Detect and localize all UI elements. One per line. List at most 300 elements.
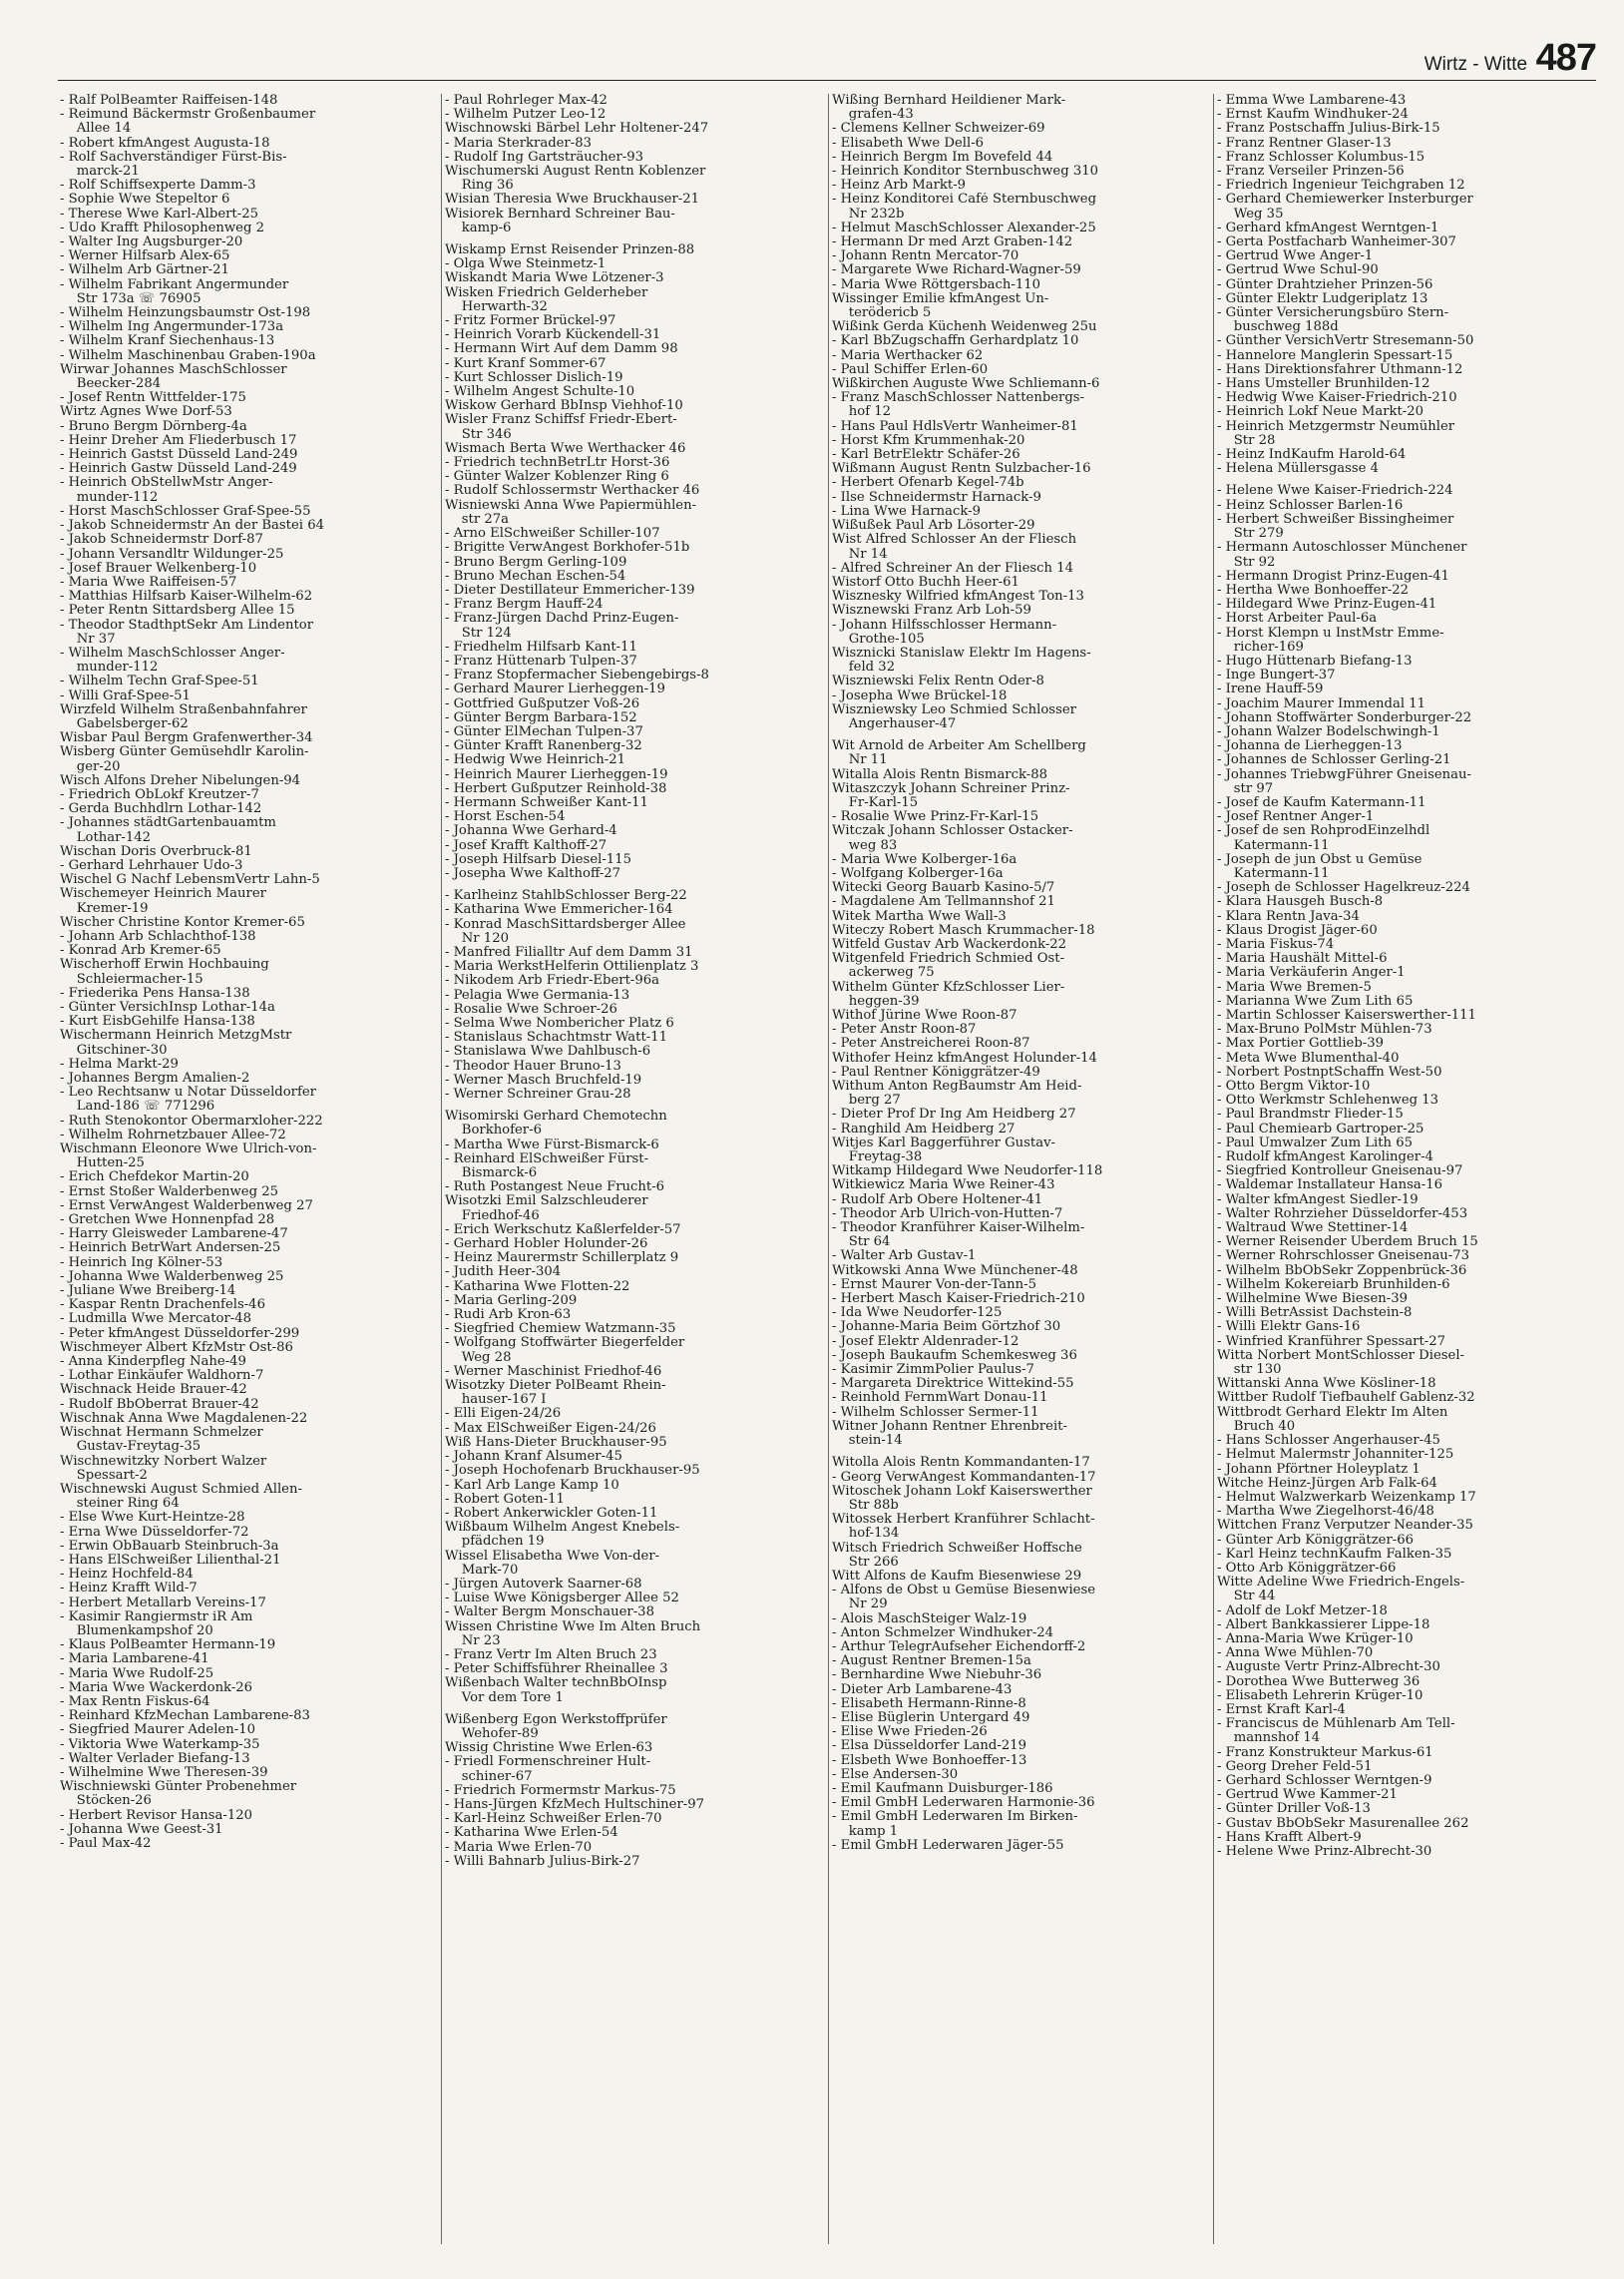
directory-entry: - Karl Arb Lange Kamp 10 — [445, 1478, 619, 1493]
directory-entry: - Viktoria Wwe Waterkamp-35 — [60, 1737, 260, 1752]
directory-entry: Wissig Christine Wwe Erlen-63 — [445, 1741, 653, 1756]
directory-entry: - Siegfried Kontrolleur Gneisenau-97 — [1217, 1164, 1463, 1179]
directory-entry: - Heinrich Maurer Lierheggen-19 — [445, 767, 668, 782]
entry-gap — [445, 1102, 826, 1110]
directory-entry: - Martha Wwe Fürst-Bismarck-6 — [445, 1138, 659, 1152]
directory-entry: - Johanna Wwe Geest-31 — [60, 1822, 223, 1837]
directory-entry: Wißußek Paul Arb Lösorter-29 — [832, 519, 1035, 534]
directory-entry: kamp 1 — [832, 1824, 899, 1839]
directory-entry: Wissinger Emilie kfmAngest Un- — [832, 291, 1049, 306]
directory-entry: - Herbert Gußputzer Reinhold-38 — [445, 781, 667, 796]
column-divider — [441, 94, 442, 2244]
directory-entry: Wisian Theresia Wwe Bruckhauser-21 — [445, 193, 699, 208]
directory-entry: Vor dem Tore 1 — [445, 1690, 564, 1705]
directory-entry: Gustav-Freytag-35 — [60, 1440, 202, 1455]
directory-entry: - Emil Kaufmann Duisburger-186 — [832, 1781, 1053, 1796]
directory-entry: - Maria Fiskus-74 — [1217, 937, 1335, 952]
directory-entry: - Hermann Drogist Prinz-Eugen-41 — [1217, 569, 1449, 584]
directory-entry: Wischmann Eleonore Wwe Ulrich-von- — [60, 1142, 317, 1157]
directory-entry: - Dorothea Wwe Butterweg 36 — [1217, 1674, 1421, 1689]
directory-entry: - Heinrich Lokf Neue Markt-20 — [1217, 405, 1424, 420]
directory-entry: - Friedrich Formermstr Markus-75 — [445, 1783, 676, 1798]
directory-entry: - Klara Hausgeh Busch-8 — [1217, 895, 1384, 910]
directory-entry: - Werner Rohrschlosser Gneisenau-73 — [1217, 1249, 1470, 1264]
directory-entry: - Gertrud Wwe Anger-1 — [1217, 249, 1374, 264]
directory-entry: - Erna Wwe Düsseldorfer-72 — [60, 1525, 249, 1540]
directory-entry: Beecker-284 — [60, 377, 162, 392]
directory-entry: - Anna Kinderpfleg Nahe-49 — [60, 1355, 246, 1370]
entry-gap — [1217, 476, 1598, 484]
directory-entry: - Peter Schiffsführer Rheinallee 3 — [445, 1662, 668, 1677]
directory-entry: - Erwin ObBauarb Steinbruch-3a — [60, 1539, 279, 1554]
directory-entry: - Hans Umsteller Brunhilden-12 — [1217, 377, 1430, 392]
directory-entry: - Gerta Postfacharb Wanheimer-307 — [1217, 235, 1456, 250]
directory-entry: Witkiewicz Maria Wwe Reiner-43 — [832, 1178, 1055, 1193]
directory-entry: - Horst Klempn u InstMstr Emme- — [1217, 626, 1444, 641]
directory-entry: - Rudolf BbOberrat Brauer-42 — [60, 1397, 259, 1412]
directory-entry: Witsch Friedrich Schweißer Hoffsche — [832, 1541, 1082, 1556]
directory-entry: Wisznewski Franz Arb Loh-59 — [832, 604, 1031, 619]
directory-entry: - Anton Schmelzer Windhuker-24 — [832, 1625, 1054, 1640]
directory-entry: - Johannes de Schlosser Gerling-21 — [1217, 753, 1451, 768]
directory-entry: - Franz Bergm Hauff-24 — [445, 598, 604, 613]
directory-entry: - Walter Verlader Biefang-13 — [60, 1751, 250, 1766]
directory-entry: Katermann-11 — [1217, 866, 1330, 881]
directory-entry: - Peter kfmAngest Düsseldorfer-299 — [60, 1326, 300, 1341]
directory-entry: Nr 120 — [445, 931, 509, 946]
directory-entry: - Friedrich ObLokf Kreutzer-7 — [60, 787, 259, 802]
directory-entry: - Franz Stopfermacher Siebengebirgs-8 — [445, 669, 709, 684]
directory-entry: - Günter Bergm Barbara-152 — [445, 710, 637, 725]
directory-entry: - Margarete Wwe Richard-Wagner-59 — [832, 263, 1081, 278]
directory-entry: Wisch Alfons Dreher Nibelungen-94 — [60, 773, 301, 788]
directory-entry: - Maria Haushält Mittel-6 — [1217, 952, 1388, 967]
directory-entry: - Günter Driller Voß-13 — [1217, 1802, 1371, 1817]
directory-entry: - Reinhold FernmWart Donau-11 — [832, 1391, 1048, 1406]
directory-entry: Wisbar Paul Bergm Grafenwerther-34 — [60, 731, 313, 746]
directory-entry: - Peter Rentn Sittardsberg Allee 15 — [60, 604, 295, 619]
directory-entry: - Hans Krafft Albert-9 — [1217, 1830, 1362, 1845]
page-header — [58, 37, 1596, 84]
directory-entry: - Harry Gleisweder Lambarene-47 — [60, 1227, 288, 1242]
entry-gap — [832, 1448, 1211, 1456]
directory-entry: Witkowski Anna Wwe Münchener-48 — [832, 1263, 1078, 1278]
directory-entry: - Adolf de Lokf Metzer-18 — [1217, 1603, 1388, 1618]
directory-entry: ackerweg 75 — [832, 966, 935, 981]
column-3 — [832, 94, 1211, 2249]
directory-entry: Wirwar Johannes MaschSchlosser — [60, 362, 287, 377]
directory-entry: - Friedrich Ingenieur Teichgraben 12 — [1217, 179, 1465, 194]
directory-entry: - Heinz Schlosser Barlen-16 — [1217, 498, 1404, 513]
directory-entry: weg 83 — [832, 838, 898, 853]
directory-entry: kamp-6 — [445, 221, 512, 235]
directory-entry: - Willi Bahnarb Julius-Birk-27 — [445, 1854, 640, 1869]
directory-entry: Nr 29 — [832, 1597, 888, 1612]
directory-entry: Wisler Franz Schiffsf Friedr-Ebert- — [445, 413, 677, 428]
directory-entry: - Robert Ankerwickler Goten-11 — [445, 1506, 658, 1521]
directory-entry: - Werner Reisender Überdem Bruch 15 — [1217, 1235, 1478, 1250]
directory-entry: - Franz Postschaffn Julius-Birk-15 — [1217, 122, 1440, 137]
directory-entry: Wirzfeld Wilhelm Straßenbahnfahrer — [60, 702, 307, 717]
directory-entry: - Rudi Arb Kron-63 — [445, 1308, 572, 1323]
directory-entry: - Horst MaschSchlosser Graf-Spee-55 — [60, 504, 311, 519]
directory-entry: Wischemeyer Heinrich Maurer — [60, 887, 266, 902]
directory-entry: marck-21 — [60, 165, 140, 180]
directory-entry: Mark-70 — [445, 1563, 519, 1578]
directory-entry: - Stanislaus Schachtmstr Watt-11 — [445, 1031, 667, 1046]
directory-entry: Witner Johann Rentner Ehrenbreit- — [832, 1419, 1067, 1434]
directory-entry: - Max-Bruno PolMstr Mühlen-73 — [1217, 1023, 1432, 1038]
directory-entry: Witkamp Hildegard Wwe Neudorfer-118 — [832, 1164, 1103, 1179]
directory-entry: - Werner Schreiner Grau-28 — [445, 1088, 631, 1103]
directory-entry: - Hermann Wirt Auf dem Damm 98 — [445, 342, 678, 357]
directory-entry: - Ilse Schneidermstr Harnack-9 — [832, 490, 1041, 505]
directory-entry: - Leo Rechtsanw u Notar Düsseldorfer — [60, 1086, 316, 1101]
directory-entry: Wißenbach Walter technBbOInsp — [445, 1676, 667, 1691]
directory-entry: - Heinrich Bergm Im Bovefeld 44 — [832, 150, 1053, 165]
directory-entry: - Helmut Malermstr Johanniter-125 — [1217, 1448, 1454, 1463]
directory-entry: - Wilhelm Ing Angermunder-173a — [60, 320, 284, 335]
directory-entry: terödericb 5 — [832, 306, 932, 321]
directory-entry: - Gerda Buchhdlrn Lothar-142 — [60, 802, 262, 817]
directory-entry: Ring 36 — [445, 179, 514, 194]
directory-entry: - Helene Wwe Prinz-Albrecht-30 — [1217, 1844, 1432, 1859]
directory-entry: - Kasimir Rangiermstr iR Am — [60, 1609, 253, 1624]
directory-entry: Str 44 — [1217, 1590, 1276, 1604]
directory-entry: - Gerhard Hobler Holunder-26 — [445, 1237, 648, 1252]
directory-entry: - Paul Brandmstr Flieder-15 — [1217, 1108, 1404, 1123]
directory-entry: Witgenfeld Friedrich Schmied Ost- — [832, 952, 1065, 967]
directory-entry: - Maria Werthacker 62 — [832, 348, 984, 363]
directory-entry: - Wilhelm Kokereiarb Brunhilden-6 — [1217, 1277, 1450, 1292]
directory-entry: - Otto Arb Königgrätzer-66 — [1217, 1561, 1397, 1576]
directory-entry: - Rosalie Wwe Prinz-Fr-Karl-15 — [832, 810, 1039, 825]
directory-entry: Withofer Heinz kfmAngest Holunder-14 — [832, 1051, 1097, 1066]
directory-entry: - Maria Wwe Röttgersbach-110 — [832, 277, 1041, 292]
directory-entry: hof 12 — [832, 405, 892, 420]
directory-entry: - Joseph Baukaufm Schemkesweg 36 — [832, 1348, 1077, 1363]
directory-entry: mannshof 14 — [1217, 1731, 1321, 1746]
directory-entry: - Gerhard kfmAngest Werntgen-1 — [1217, 221, 1439, 235]
column-divider — [828, 94, 829, 2244]
entry-gap — [445, 235, 826, 243]
directory-entry: str 27a — [445, 512, 509, 527]
directory-entry: - Fritz Former Brückel-97 — [445, 314, 616, 329]
directory-entry: Bruch 40 — [1217, 1419, 1296, 1434]
directory-entry: - August Rentner Bremen-15a — [832, 1654, 1031, 1669]
directory-entry: - Wilhelm Putzer Leo-12 — [445, 108, 607, 123]
directory-entry: - Joseph de Schlosser Hagelkreuz-224 — [1217, 881, 1470, 896]
directory-entry: - Helma Markt-29 — [60, 1057, 179, 1072]
directory-entry: - Hermann Schweißer Kant-11 — [445, 795, 648, 810]
directory-entry: - Katharina Wwe Emmericher-164 — [445, 903, 673, 918]
directory-entry: Nr 37 — [60, 632, 116, 647]
directory-entry: - Waltraud Wwe Stettiner-14 — [1217, 1221, 1409, 1236]
directory-entry: - Reinhard KfzMechan Lambarene-83 — [60, 1709, 310, 1724]
directory-entry: - Emil GmbH Lederwaren Jäger-55 — [832, 1838, 1064, 1853]
directory-entry: - Reinhard ElSchweißer Fürst- — [445, 1151, 649, 1166]
directory-entry: - Kurt Kranf Sommer-67 — [445, 356, 607, 371]
directory-entry: - Willi BetrAssist Dachstein-8 — [1217, 1306, 1413, 1321]
directory-entry: Herwarth-32 — [445, 299, 548, 314]
directory-entry: - Maria Wwe Kolberger-16a — [832, 852, 1017, 867]
directory-entry: Str 279 — [1217, 527, 1284, 542]
directory-entry: - Johann Pförtner Holeyplatz 1 — [1217, 1462, 1421, 1477]
directory-entry: - Bruno Mechan Eschen-54 — [445, 569, 626, 584]
directory-entry: feld 32 — [832, 661, 896, 676]
directory-entry: - Kasimir ZimmPolier Paulus-7 — [832, 1363, 1034, 1378]
directory-entry: Wischmeyer Albert KfzMstr Ost-86 — [60, 1340, 293, 1355]
directory-entry: - Elisabeth Lehrerin Krüger-10 — [1217, 1688, 1423, 1703]
directory-entry: Wißkirchen Auguste Wwe Schliemann-6 — [832, 377, 1100, 392]
directory-entry: - Helmut MaschSchlosser Alexander-25 — [832, 221, 1096, 235]
directory-entry: - Joseph de jun Obst u Gemüse — [1217, 852, 1422, 867]
directory-entry: - Hans Direktionsfahrer Uthmann-12 — [1217, 362, 1463, 377]
directory-entry: - Alfons de Obst u Gemüse Biesenwiese — [832, 1584, 1096, 1598]
directory-entry: - Franz Schlosser Kolumbus-15 — [1217, 150, 1425, 165]
directory-entry: - Günter Versicherungsbüro Stern- — [1217, 306, 1449, 321]
directory-entry: Str 266 — [832, 1555, 899, 1570]
directory-entry: - Johann Hilfsschlosser Hermann- — [832, 618, 1057, 633]
directory-entry: - Wilhelm Fabrikant Angermunder — [60, 277, 289, 292]
directory-entry: - Martha Wwe Ziegelhorst-46/48 — [1217, 1505, 1434, 1520]
directory-entry: - Johann Rentn Mercator-70 — [832, 249, 1019, 264]
directory-entry: - Johann Walzer Bodelschwingh-1 — [1217, 724, 1440, 739]
directory-entry: - Helmut Walzwerkarb Weizenkamp 17 — [1217, 1490, 1476, 1505]
directory-entry: munder-112 — [60, 661, 159, 676]
directory-entry: - Erich Werkschutz Kaßlerfelder-57 — [445, 1222, 681, 1237]
directory-entry: Wißmann August Rentn Sulzbacher-16 — [832, 462, 1091, 477]
directory-entry: - Judith Heer-304 — [445, 1265, 562, 1280]
directory-entry: Land-186 ☏ 771296 — [60, 1100, 215, 1115]
directory-entry: - Wilhelm Techn Graf-Spee-51 — [60, 675, 259, 689]
directory-entry: Wischniewski Günter Probenehmer — [60, 1780, 297, 1795]
directory-entry: - Lothar Einkäufer Waldhorn-7 — [60, 1369, 264, 1384]
directory-entry: - Hedwig Wwe Heinrich-21 — [445, 753, 626, 768]
directory-entry: - Hans Paul HdlsVertr Wanheimer-81 — [832, 419, 1078, 434]
directory-entry: - Katharina Wwe Erlen-54 — [445, 1826, 618, 1841]
page-number: 487 — [1535, 37, 1596, 79]
directory-entry: - Katharina Wwe Flotten-22 — [445, 1279, 630, 1294]
directory-entry: - Elsa Düsseldorfer Land-219 — [832, 1739, 1026, 1754]
directory-entry: Freytag-38 — [832, 1150, 923, 1165]
directory-entry: - Karlheinz StahlbSchlosser Berg-22 — [445, 889, 687, 904]
directory-entry: - Günter Walzer Koblenzer Ring 6 — [445, 470, 669, 485]
directory-entry: Witek Martha Wwe Wall-3 — [832, 909, 1007, 924]
directory-entry: Angerhauser-47 — [832, 716, 957, 731]
directory-entry: - Luise Wwe Königsberger Allee 52 — [445, 1592, 679, 1606]
column-2 — [445, 94, 826, 2249]
directory-entry: - Wilhelm Angest Schulte-10 — [445, 385, 635, 400]
directory-entry: steiner Ring 64 — [60, 1497, 180, 1512]
directory-entry: - Ernst Kraft Karl-4 — [1217, 1702, 1346, 1717]
directory-entry: - Josepha Wwe Brückel-18 — [832, 688, 1008, 703]
directory-entry: Str 64 — [832, 1235, 891, 1250]
directory-entry: - Maria Gerling-209 — [445, 1293, 578, 1308]
directory-entry: - Margareta Direktrice Wittekind-55 — [832, 1377, 1074, 1392]
directory-entry: Wisznesky Wilfried kfmAngest Ton-13 — [832, 590, 1084, 605]
directory-entry: Wisznicki Stanislaw Elektr Im Hagens- — [832, 646, 1091, 661]
directory-entry: Wist Alfred Schlosser An der Fliesch — [832, 533, 1077, 548]
directory-entry: - Lina Wwe Harnack-9 — [832, 504, 982, 519]
directory-entry: - Irene Hauff-59 — [1217, 683, 1324, 697]
directory-entry: - Bruno Bergm Gerling-109 — [445, 555, 627, 570]
directory-entry: - Hermann Dr med Arzt Graben-142 — [832, 235, 1073, 250]
directory-entry: - Nikodem Arb Friedr-Ebert-96a — [445, 974, 659, 989]
directory-entry: - Therese Wwe Karl-Albert-25 — [60, 207, 258, 222]
directory-entry: Nr 14 — [832, 547, 888, 562]
directory-entry: Witecki Georg Bauarb Kasino-5/7 — [832, 881, 1055, 896]
directory-entry: str 130 — [1217, 1363, 1282, 1378]
directory-entry: - Emma Wwe Lambarene-43 — [1217, 94, 1407, 108]
directory-entry: - Gertrud Wwe Schul-90 — [1217, 263, 1379, 278]
directory-entry: - Theodor Kranführer Kaiser-Wilhelm- — [832, 1221, 1085, 1236]
directory-entry: Nr 232b — [832, 207, 905, 222]
directory-entry: - Josepha Wwe Kalthoff-27 — [445, 866, 621, 881]
directory-entry: Wischermann Heinrich MetzgMstr — [60, 1029, 292, 1044]
directory-entry: - Auguste Vertr Prinz-Albrecht-30 — [1217, 1660, 1440, 1675]
directory-entry: - Georg Dreher Feld-51 — [1217, 1759, 1373, 1774]
directory-entry: - Elise Büglerin Untergard 49 — [832, 1710, 1030, 1725]
directory-entry: - Paul Chemiearb Gartroper-25 — [1217, 1122, 1424, 1137]
directory-entry: - Günter Drahtzieher Prinzen-56 — [1217, 277, 1433, 292]
directory-entry: - Hildegard Wwe Prinz-Eugen-41 — [1217, 598, 1437, 613]
directory-entry: Wismach Berta Wwe Werthacker 46 — [445, 441, 686, 456]
directory-entry: - Helena Müllersgasse 4 — [1217, 462, 1380, 477]
directory-entry: - Hugo Hüttenarb Biefang-13 — [1217, 654, 1413, 669]
directory-entry: Str 28 — [1217, 433, 1276, 448]
directory-entry: - Heinrich Konditor Sternbuschweg 310 — [832, 165, 1098, 180]
directory-entry: - Rudolf Ing Gartsträucher-93 — [445, 150, 644, 165]
directory-entry: Grothe-105 — [832, 632, 925, 647]
directory-entry: Str 88b — [832, 1498, 899, 1513]
directory-entry: - Günter Elektr Ludgeriplatz 13 — [1217, 291, 1428, 306]
directory-entry: berg 27 — [832, 1094, 901, 1109]
directory-entry: - Günter ElMechan Tulpen-37 — [445, 724, 643, 739]
directory-entry: Wischnack Heide Brauer-42 — [60, 1383, 247, 1398]
directory-entry: - Heinrich Ing Kölner-53 — [60, 1255, 223, 1270]
directory-entry: - Hermann Autoschlosser Münchener — [1217, 541, 1467, 556]
column-1 — [60, 94, 439, 2249]
directory-entry: - Gustav BbObSekr Masurenallee 262 — [1217, 1816, 1469, 1831]
directory-entry: - Klara Rentn Java-34 — [1217, 909, 1360, 924]
directory-entry: - Dieter Arb Lambarene-43 — [832, 1682, 1013, 1697]
directory-entry: - Karl BetrElektr Schäfer-26 — [832, 448, 1020, 463]
directory-entry: - Heinrich Gastst Düsseld Land-249 — [60, 448, 298, 463]
directory-entry: - Winfried Kranführer Spessart-27 — [1217, 1334, 1446, 1349]
directory-entry: - Alfred Schreiner An der Fliesch 14 — [832, 561, 1074, 576]
directory-entry: Schleiermacher-15 — [60, 972, 203, 987]
directory-entry: Witte Adeline Wwe Friedrich-Engels- — [1217, 1576, 1465, 1591]
directory-entry: - Rolf Sachverständiger Fürst-Bis- — [60, 150, 287, 165]
directory-entry: - Josef Krafft Kalthoff-27 — [445, 838, 608, 853]
directory-entry: Witeczy Robert Masch Krummacher-18 — [832, 923, 1095, 938]
directory-entry: - Elli Eigen-24/26 — [445, 1407, 562, 1422]
directory-entry: - Robert kfmAngest Augusta-18 — [60, 136, 270, 151]
directory-entry: - Franz Konstrukteur Markus-61 — [1217, 1745, 1433, 1760]
directory-entry: Wischnowski Bärbel Lehr Holtener-247 — [445, 122, 709, 137]
directory-entry: pfädchen 19 — [445, 1535, 545, 1550]
directory-entry: Witoschek Johann Lokf Kaiserswerther — [832, 1484, 1092, 1499]
directory-entry: - Friedl Formenschreiner Hult- — [445, 1755, 651, 1770]
directory-entry: - Josef Brauer Welkenberg-10 — [60, 561, 257, 576]
directory-entry: - Ranghild Am Heidberg 27 — [832, 1122, 1015, 1137]
directory-entry: - Herbert Schweißer Bissingheimer — [1217, 512, 1454, 527]
directory-entry: Nr 11 — [832, 753, 888, 768]
directory-entry: stein-14 — [832, 1434, 903, 1449]
directory-entry: - Heinz Maurermstr Schillerplatz 9 — [445, 1251, 679, 1266]
directory-entry: - Martin Schlosser Kaiserswerther-111 — [1217, 1009, 1476, 1023]
directory-entry: - Heinrich Metzgermstr Neumühler — [1217, 419, 1455, 434]
directory-entry: - Wilhelm MaschSchlosser Anger- — [60, 646, 285, 661]
directory-entry: Wisberg Günter Gemüsehdlr Karolin- — [60, 745, 309, 760]
directory-entry: - Ernst Kaufm Windhuker-24 — [1217, 108, 1409, 123]
directory-entry: - Magdalene Am Tellmannshof 21 — [832, 895, 1055, 910]
directory-entry: - Walter Ing Augsburger-20 — [60, 235, 243, 250]
directory-entry: Nr 23 — [445, 1633, 501, 1648]
directory-entry: - Heinrich Gastw Düsseld Land-249 — [60, 462, 297, 477]
directory-entry: - Willi Elektr Gans-16 — [1217, 1320, 1361, 1335]
directory-entry: - Joseph Hilfsarb Diesel-115 — [445, 852, 631, 867]
directory-entry: Lothar-142 — [60, 830, 152, 845]
directory-entry: Kremer-19 — [60, 901, 149, 916]
directory-entry: - Emil GmbH Lederwaren Im Birken- — [832, 1810, 1078, 1825]
directory-entry: - Johann Versandltr Wildunger-25 — [60, 547, 284, 562]
directory-entry: Wischumerski August Rentn Koblenzer — [445, 165, 706, 180]
directory-entry: - Heinz Hochfeld-84 — [60, 1568, 194, 1583]
directory-entry: - Helene Wwe Kaiser-Friedrich-224 — [1217, 484, 1453, 499]
directory-entry: - Johanna de Lierheggen-13 — [1217, 739, 1403, 754]
directory-entry: - Horst Kfm Krummenhak-20 — [832, 433, 1025, 448]
directory-entry: Fr-Karl-15 — [832, 795, 919, 810]
directory-entry: Witche Heinz-Jürgen Arb Falk-64 — [1217, 1476, 1437, 1491]
directory-entry: - Gertrud Wwe Kammer-21 — [1217, 1788, 1398, 1803]
directory-entry: - Jakob Schneidermstr Dorf-87 — [60, 533, 263, 548]
directory-entry: - Elsbeth Wwe Bonhoeffer-13 — [832, 1753, 1027, 1768]
directory-entry: - Johanna Wwe Gerhard-4 — [445, 824, 617, 839]
directory-entry: - Bernhardine Wwe Niebuhr-36 — [832, 1668, 1042, 1683]
directory-entry: Wittbrodt Gerhard Elektr Im Alten — [1217, 1405, 1448, 1420]
directory-entry: Wisniewski Anna Wwe Papiermühlen- — [445, 498, 697, 513]
directory-entry: Weg 28 — [445, 1350, 512, 1365]
directory-entry: Wischel G Nachf LebensmVertr Lahn-5 — [60, 873, 320, 888]
directory-entry: - Walter Arb Gustav-1 — [832, 1249, 977, 1264]
directory-entry: - Karl Heinz technKaufm Falken-35 — [1217, 1547, 1452, 1562]
directory-entry: ger-20 — [60, 759, 121, 774]
directory-entry: Wischerhoff Erwin Hochbauing — [60, 958, 269, 973]
directory-entry: Wischnat Hermann Schmelzer — [60, 1426, 263, 1441]
directory-entry: - Werner Maschinist Friedhof-46 — [445, 1364, 662, 1379]
directory-entry: - Heinr Dreher Am Fliederbusch 17 — [60, 433, 297, 448]
directory-entry: - Günther VersichVertr Stresemann-50 — [1217, 334, 1474, 349]
directory-entry: - Walter kfmAngest Siedler-19 — [1217, 1192, 1419, 1207]
directory-entry: - Franz Rentner Glaser-13 — [1217, 136, 1392, 151]
directory-entry: - Joachim Maurer Immendal 11 — [1217, 696, 1426, 711]
directory-entry: Witossek Herbert Kranführer Schlacht- — [832, 1513, 1095, 1528]
directory-entry: - Rudolf Arb Obere Holtener-41 — [832, 1192, 1043, 1207]
directory-entry: Wissen Christine Wwe Im Alten Bruch — [445, 1619, 701, 1634]
directory-entry: - Norbert PostnptSchaffn West-50 — [1217, 1065, 1442, 1080]
directory-entry: - Friedrich technBetrLtr Horst-36 — [445, 456, 670, 471]
directory-entry: - Wilhelm Schlosser Sermer-11 — [832, 1405, 1039, 1420]
directory-entry: - Johanna Wwe Walderbenweg 25 — [60, 1269, 284, 1284]
directory-entry: - Heinz Konditorei Café Sternbuschweg — [832, 193, 1097, 208]
directory-entry: - Günter VersichInsp Lothar-14a — [60, 1001, 275, 1015]
directory-entry: - Stanislawa Wwe Dahlbusch-6 — [445, 1045, 651, 1060]
directory-entry: Witczak Johann Schlosser Ostacker- — [832, 824, 1073, 839]
directory-entry: Withof Jürine Wwe Roon-87 — [832, 1009, 1017, 1023]
directory-entry: - Anna-Maria Wwe Krüger-10 — [1217, 1631, 1414, 1646]
